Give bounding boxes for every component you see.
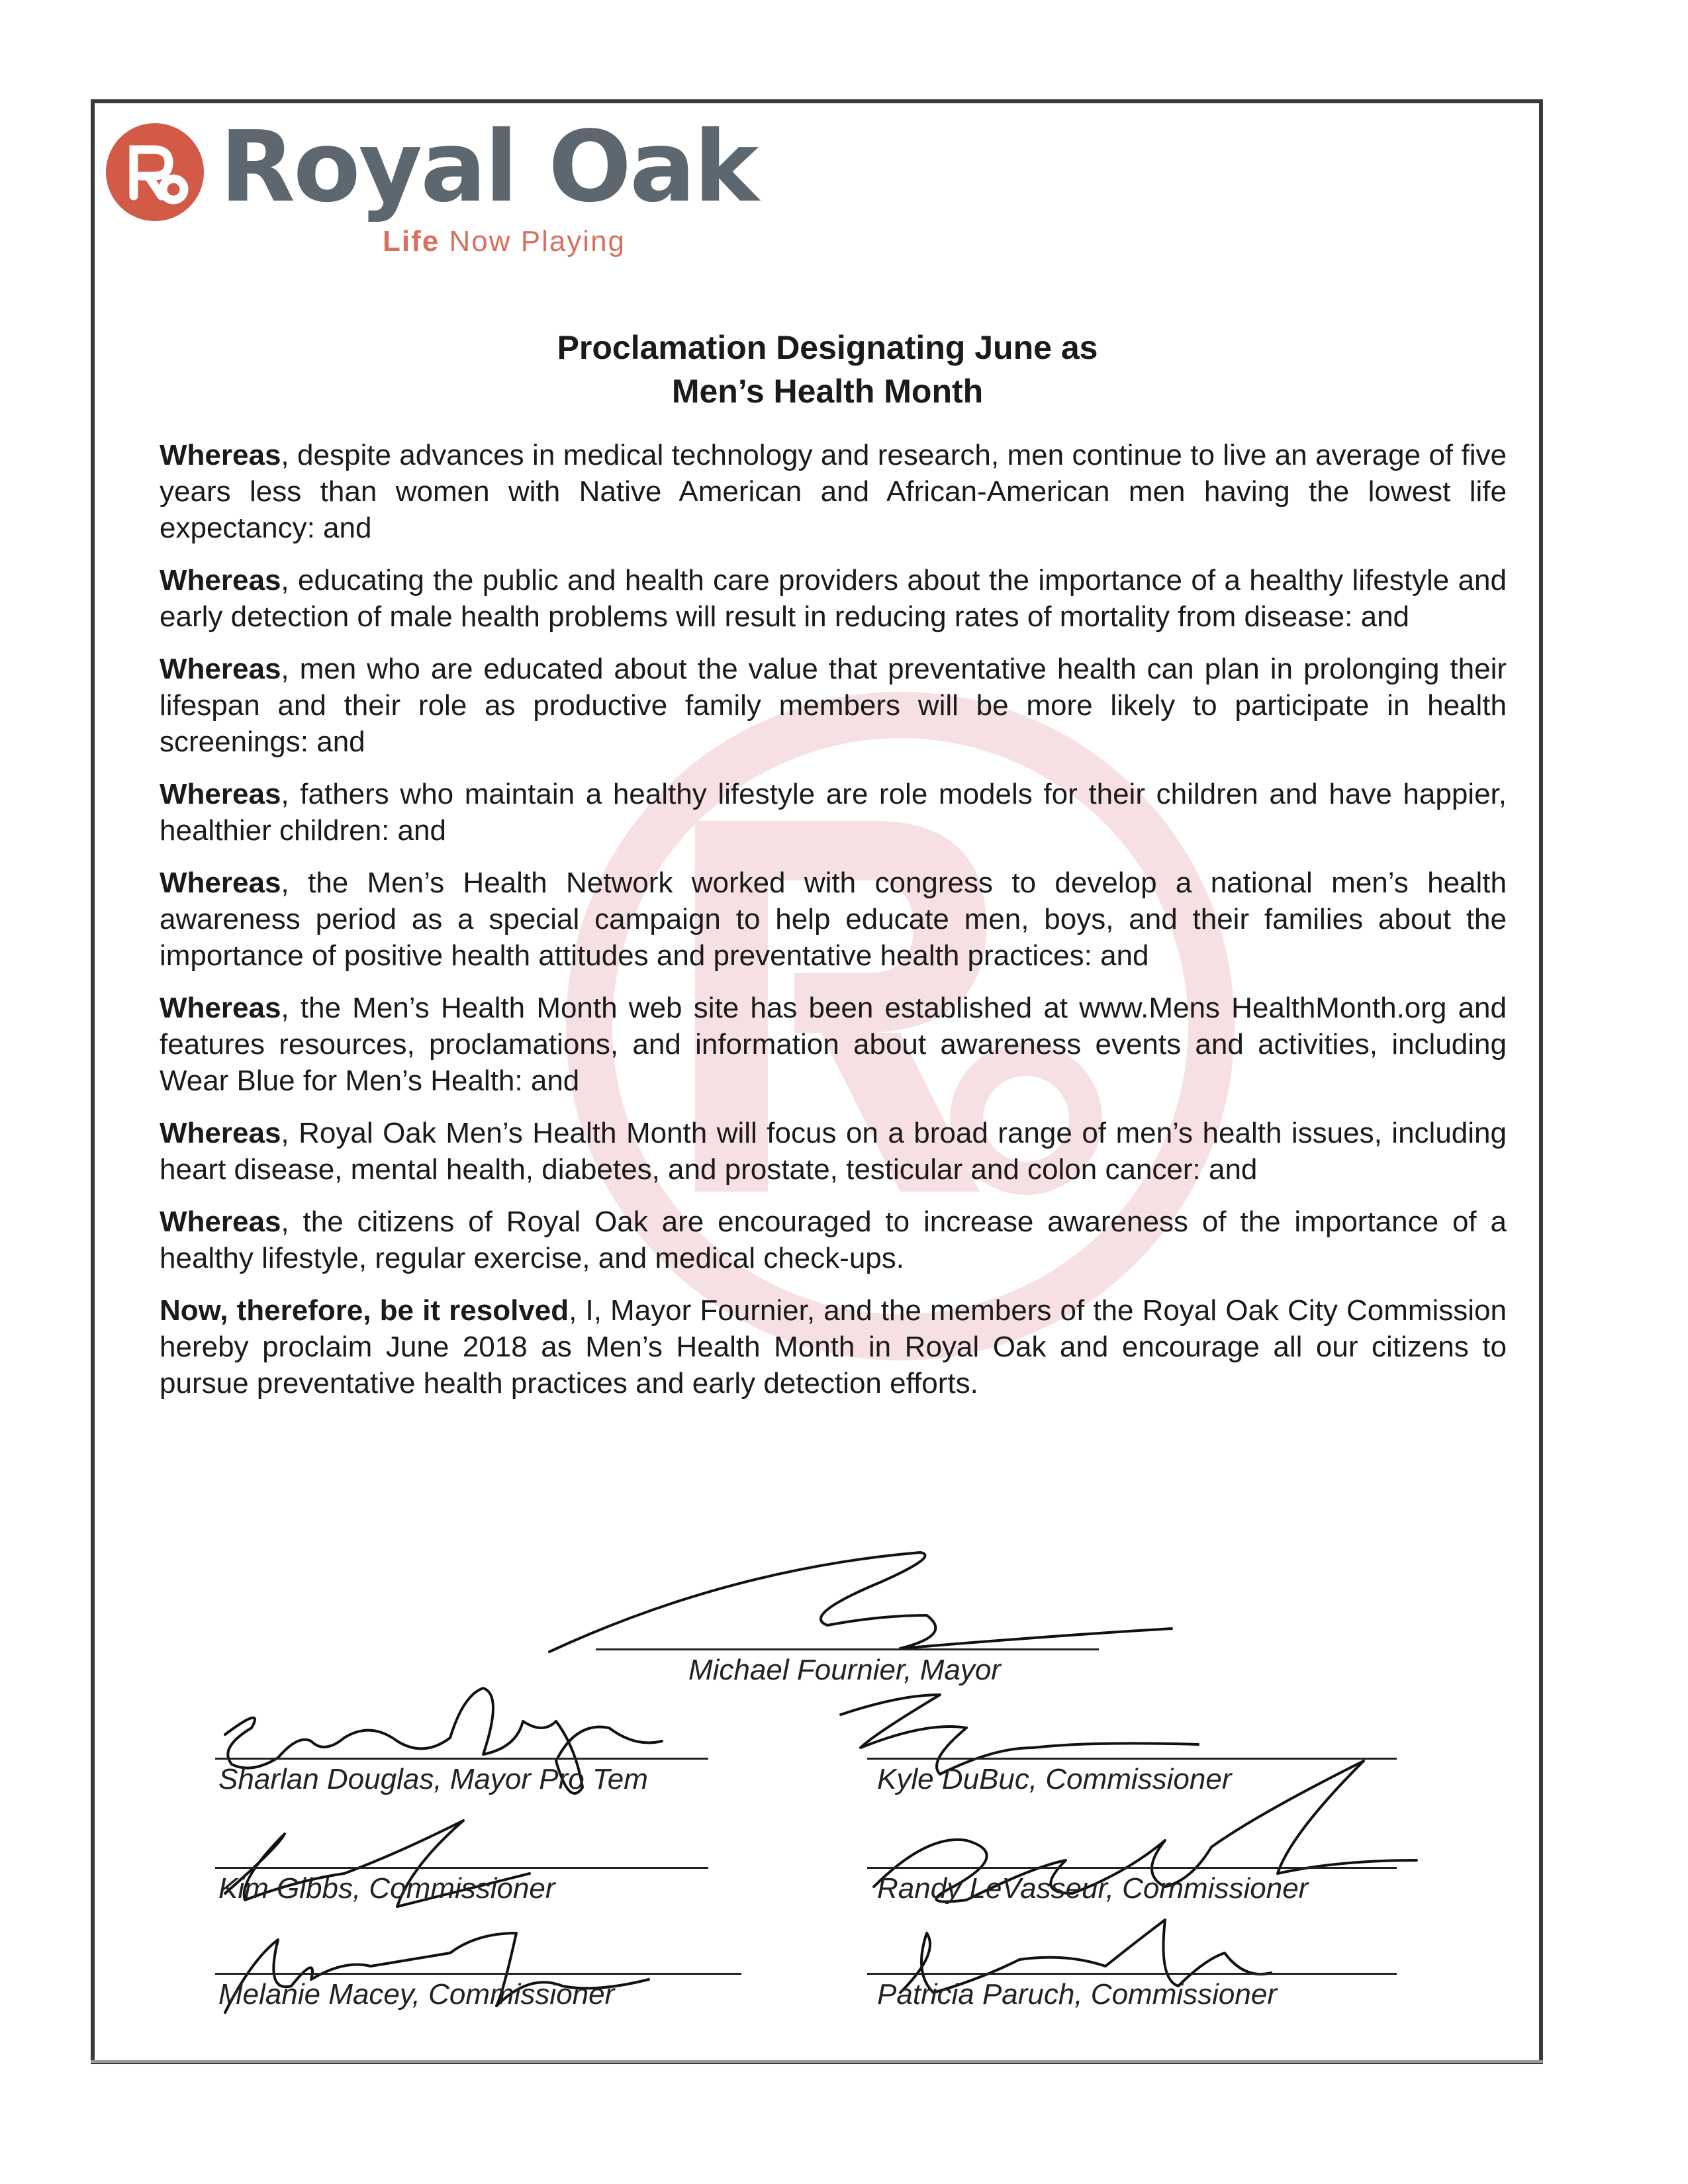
signature-line-levasseur — [867, 1867, 1397, 1869]
signature-line-paruch — [867, 1973, 1397, 1975]
paragraph-text: , educating the public and health care providers about the importance of a healthy lifestyle and early detection of male health problems will result in reducing rates of mortality from disease: and — [160, 564, 1507, 633]
paragraph-lead: Whereas — [160, 439, 281, 471]
signatory-macey: Melanie Macey, Commissioner — [218, 1978, 615, 2011]
paragraph-text: , the citizens of Royal Oak are encouraged to increase awareness of the importance of a healthy lifestyle, regular exercise, and medical check-ups. — [160, 1206, 1507, 1274]
paragraph-text: , Royal Oak Men’s Health Month will focus on a broad range of men’s health issues, including heart disease, mental health, diabetes, and prostate, testicular and colon cancer: and — [160, 1117, 1507, 1186]
signature-line-macey — [215, 1973, 741, 1975]
signature-line-dubuc — [867, 1758, 1397, 1760]
paragraph-text: , I, Mayor Fournier, and the members of the Royal Oak City Commission hereby proclaim June 2018 as Men’s Health Month in Royal Oak and encourage all our citizens to pursue preventative health practices and early detection efforts. — [160, 1294, 1507, 1400]
logo-tagline-bold: Life — [383, 225, 440, 258]
title-line-1: Proclamation Designating June as — [557, 329, 1098, 366]
paragraph-lead: Whereas — [160, 992, 281, 1024]
paragraph-text: , men who are educated about the value that preventative health can plan in prolonging their lifespan and their role as productive family members will be more likely to participate in health screenings: and — [160, 653, 1507, 758]
signatory-mayor: Michael Fournier, Mayor — [688, 1654, 1001, 1686]
logo-name: Royal Oak — [220, 110, 757, 224]
paragraph-lead: Whereas — [160, 778, 281, 810]
paragraph-lead: Whereas — [160, 653, 281, 685]
signature-dubuc — [841, 1695, 1198, 1774]
logo-tagline-rest: Now Playing — [449, 225, 626, 258]
paragraph-text: , despite advances in medical technology and research, men continue to live an average of five years less than women with Native American and African-American men having the lowest life expectancy: and — [160, 439, 1507, 544]
signatory-douglas: Sharlan Douglas, Mayor Pro Tem — [218, 1763, 648, 1795]
paragraph-text: , the Men’s Health Network worked with congress to develop a national men’s health awareness period as a special campaign to help educate men, boys, and their families about the importance of positive health attitudes and preventative health practices: and — [160, 867, 1507, 972]
signatory-dubuc: Kyle DuBuc, Commissioner — [877, 1763, 1232, 1795]
paragraph-lead: Now, therefore, be it resolved — [160, 1294, 569, 1327]
paragraph-lead: Whereas — [160, 1117, 281, 1149]
title-line-2: Men’s Health Month — [671, 373, 984, 410]
signatory-gibbs: Kim Gibbs, Commissioner — [218, 1872, 555, 1905]
signature-line-gibbs — [215, 1867, 708, 1869]
paragraph-lead: Whereas — [160, 1206, 281, 1238]
signature-line-mayor — [596, 1648, 1099, 1650]
signatory-levasseur: Randy LeVasseur, Commissioner — [877, 1872, 1309, 1905]
paragraph-text: , the Men’s Health Month web site has been established at www.Mens HealthMonth.org and features resources, proclamations, and information about awareness events and activities, including Wear Blue for Men’s Health: and — [160, 992, 1507, 1097]
signatory-paruch: Patricia Paruch, Commissioner — [877, 1978, 1277, 2011]
signature-line-douglas — [215, 1758, 708, 1760]
paragraph-lead: Whereas — [160, 867, 281, 899]
paragraph-text: , fathers who maintain a healthy lifestyle are role models for their children and have happier, healthier children: and — [160, 778, 1507, 847]
signature-mayor — [549, 1552, 1172, 1652]
paragraph-lead: Whereas — [160, 564, 281, 596]
